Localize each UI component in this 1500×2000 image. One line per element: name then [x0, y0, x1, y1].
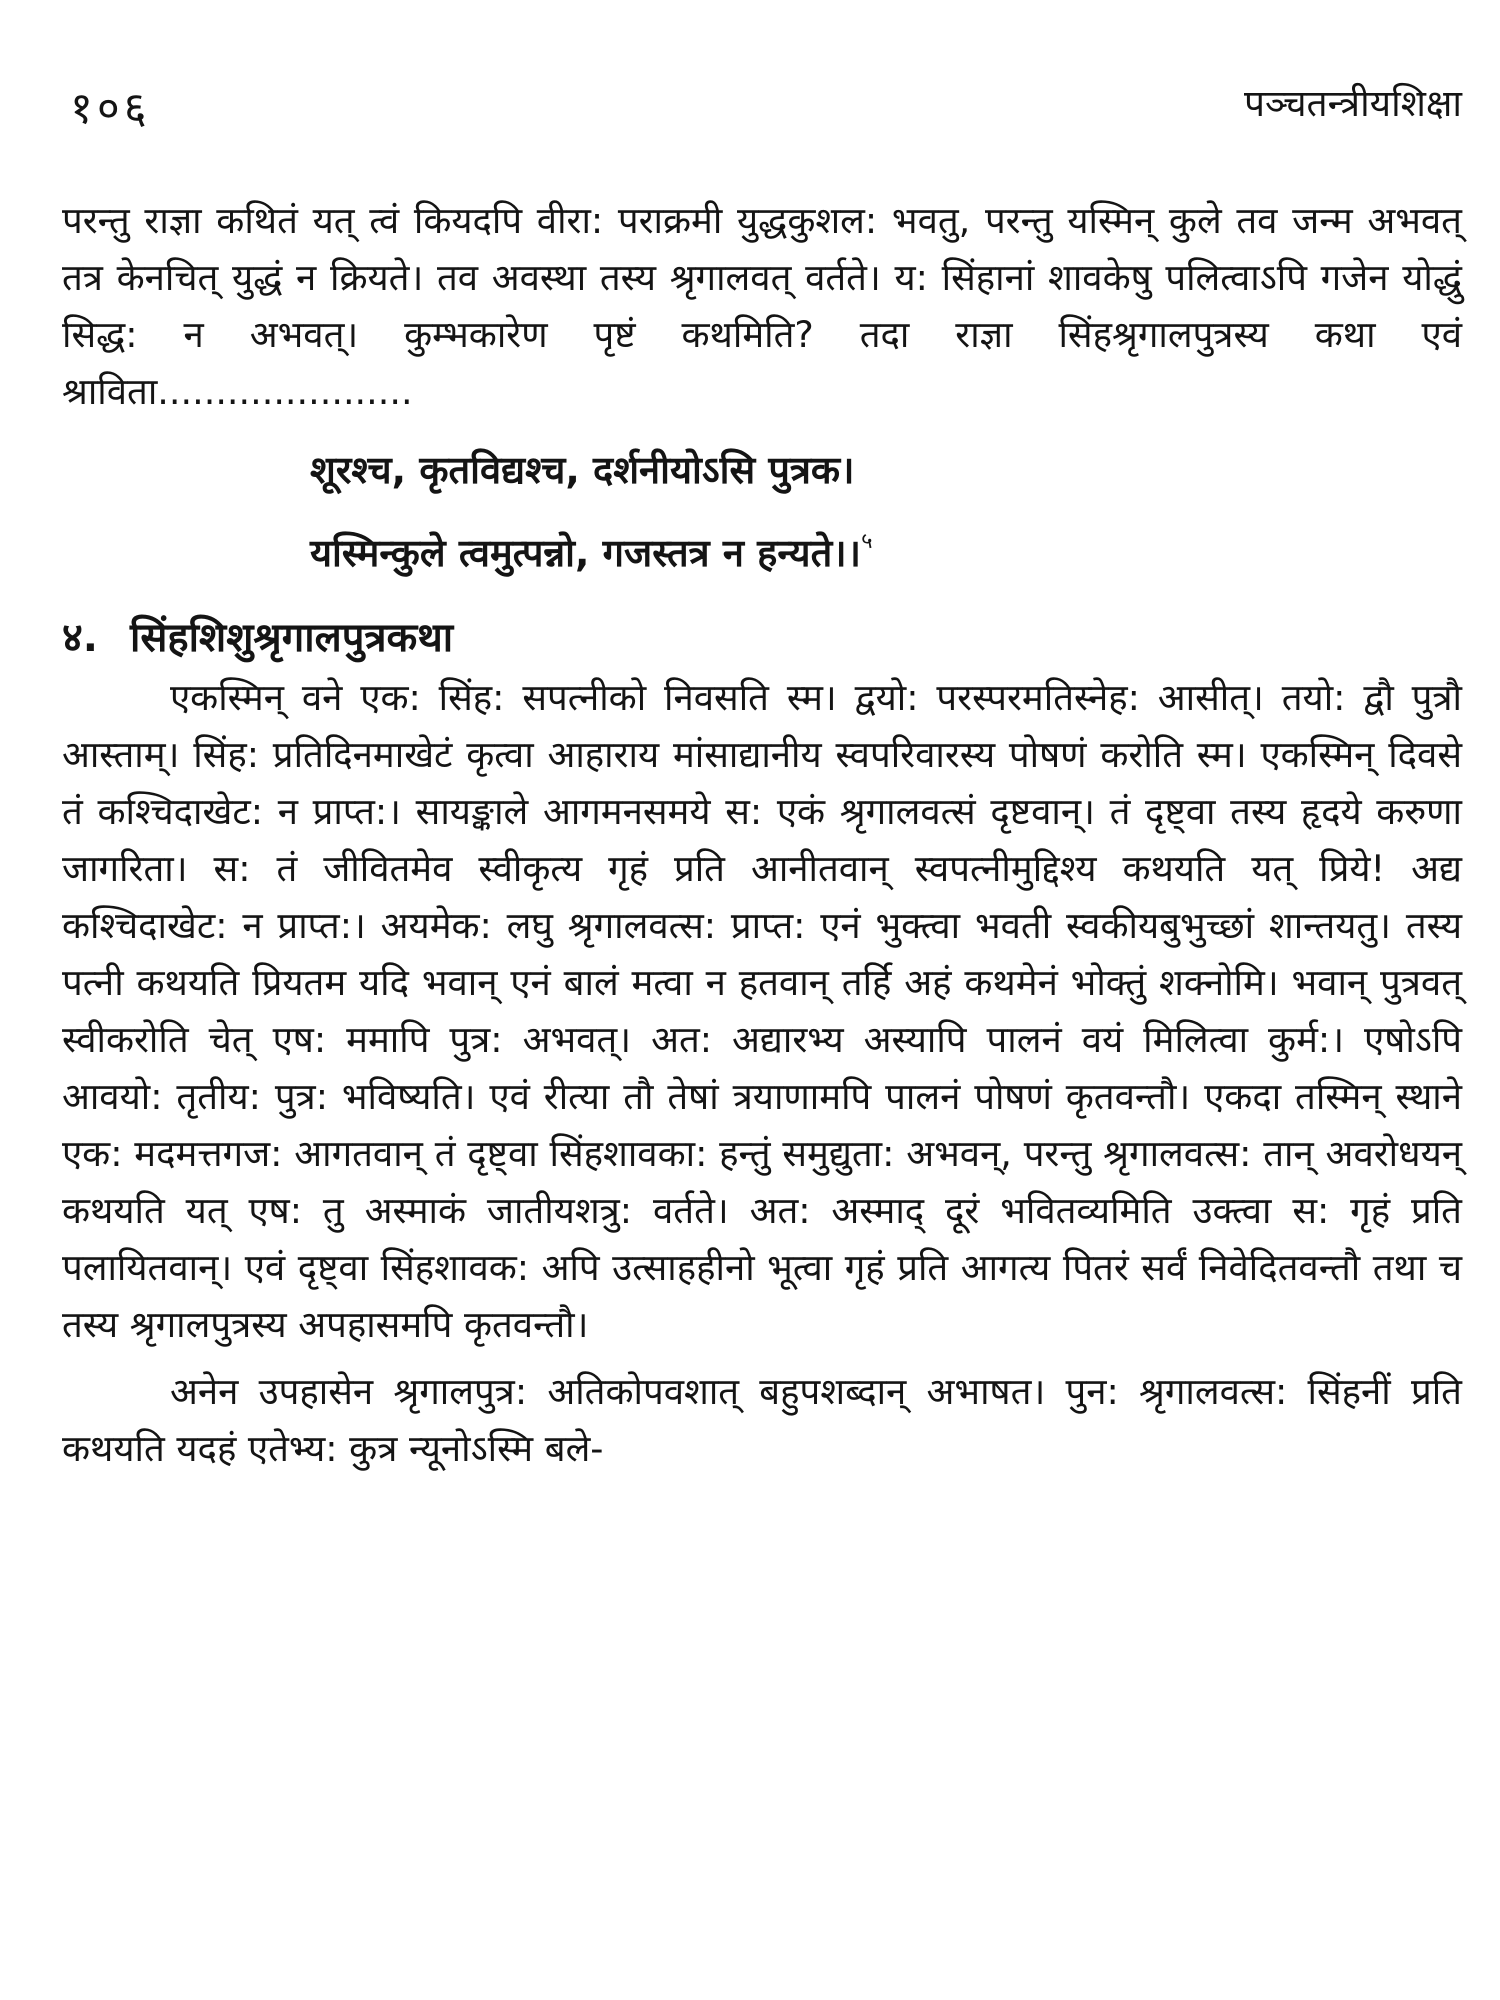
section-heading: [62, 607, 1462, 669]
story-paragraph-2: अनेन उपहासेन श्रृगालपुत्र: अतिकोपवशात् बहुपशब्दान् अभाषत। पुन: श्रृगालवत्स: सिंहनीं प्रति कथयति यदहं एतेभ्य: कुत्र न्यूनोऽस्मि बले-: [62, 1370, 1462, 1470]
book-page: [62, 70, 1462, 1970]
verse-block: [62, 434, 1462, 589]
section-number: ४.: [62, 615, 98, 661]
intro-paragraph: परन्तु राज्ञा कथितं यत् त्वं कियदपि वीरा: पराक्रमी युद्धकुशल: भवतु, परन्तु यस्मिन् कुले तव जन्म अभवत् तत्र केनचित् युद्धं न क्रियते। तव अवस्था तस्य श्रृगालवत् वर्तते। य: सिंहानां शावकेषु पलित्वाऽपि गजेन योद्धुं सिद्ध: न अभवत्। कुम्भकारेण पृष्टं कथमिति? तदा राज्ञा सिंहश्रृगालपुत्रस्य कथा एवं श्राविता......................: [62, 199, 1462, 413]
verse-line-2: यस्मिन्कुले त्वमुत्पन्नो, गजस्तत्र न हन्यते।।: [310, 531, 862, 575]
verse-line-1: शूरश्च, कृतविद्यश्च, दर्शनीयोऽसि पुत्रक।: [310, 448, 855, 492]
story-paragraph-1: एकस्मिन् वने एक: सिंह: सपत्नीको निवसति स्म। द्वयो: परस्परमतिस्नेह: आसीत्। तयो: द्वौ पुत्रौ आस्ताम्। सिंह: प्रतिदिनमाखेटं कृत्वा आहाराय मांसाद्यानीय स्वपरिवारस्य पोषणं करोति स्म। एकस्मिन् दिवसे तं कश्चिदाखेट: न प्राप्त:। सायङ्काले आगमनसमये स: एकं श्रृगालवत्सं दृष्टवान्। तं दृष्ट्वा तस्य हृदये करुणा जागरिता। स: तं जीवितमेव स्वीकृत्य गृहं प्रति आनीतवान् स्वपत्नीमुद्दिश्य कथयति यत् प्रिये! अद्य कश्चिदाखेट: न प्राप्त:। अयमेक: लघु श्रृगालवत्स: प्राप्त: एनं भुक्त्वा भवती स्वकीयबुभुच्छां शान्तयतु। तस्य पत्नी कथयति प्रियतम यदि भवान् एनं बालं मत्वा न हतवान् तर्हि अहं कथमेनं भोक्तुं शक्नोमि। भवान् पुत्रवत् स्वीकरोति चेत् एष: ममापि पुत्र: अभवत्। अत: अद्यारभ्य अस्यापि पालनं वयं मिलित्वा कुर्म:। एषोऽपि आवयो: तृतीय: पुत्र: भविष्यति। एवं रीत्या तौ तेषां त्रयाणामपि पालनं पोषणं कृतवन्तौ। एकदा तस्मिन् स्थाने एक: मदमत्तगज: आगतवान् तं दृष्ट्वा सिंहशावका: हन्तुं समुद्युता: अभवन्, परन्तु श्रृगालवत्स: तान् अवरोधयन् कथयति यत् एष: तु अस्माकं जातीयशत्रु: वर्तते। अत: अस्माद् दूरं भवितव्यमिति उक्त्वा स: गृहं प्रति पलायितवान्। एवं दृष्ट्वा सिंहशावक: अपि उत्साहहीनो भूत्वा गृहं प्रति आगत्य पितरं सर्वं निवेदितवन्तौ तथा च तस्य श्रृगालपुत्रस्य अपहासमपि कृतवन्तौ।: [62, 676, 1462, 1346]
verse-footnote-mark: ५: [861, 529, 873, 554]
section-title: सिंहशिशुश्रृगालपुत्रकथा: [130, 615, 454, 661]
running-head: पञ्चतन्त्रीयशिक्षा: [1244, 82, 1462, 125]
page-number: १०६: [70, 83, 151, 134]
verse-line-2-wrap: [310, 506, 1462, 589]
page-header: [62, 70, 1462, 140]
